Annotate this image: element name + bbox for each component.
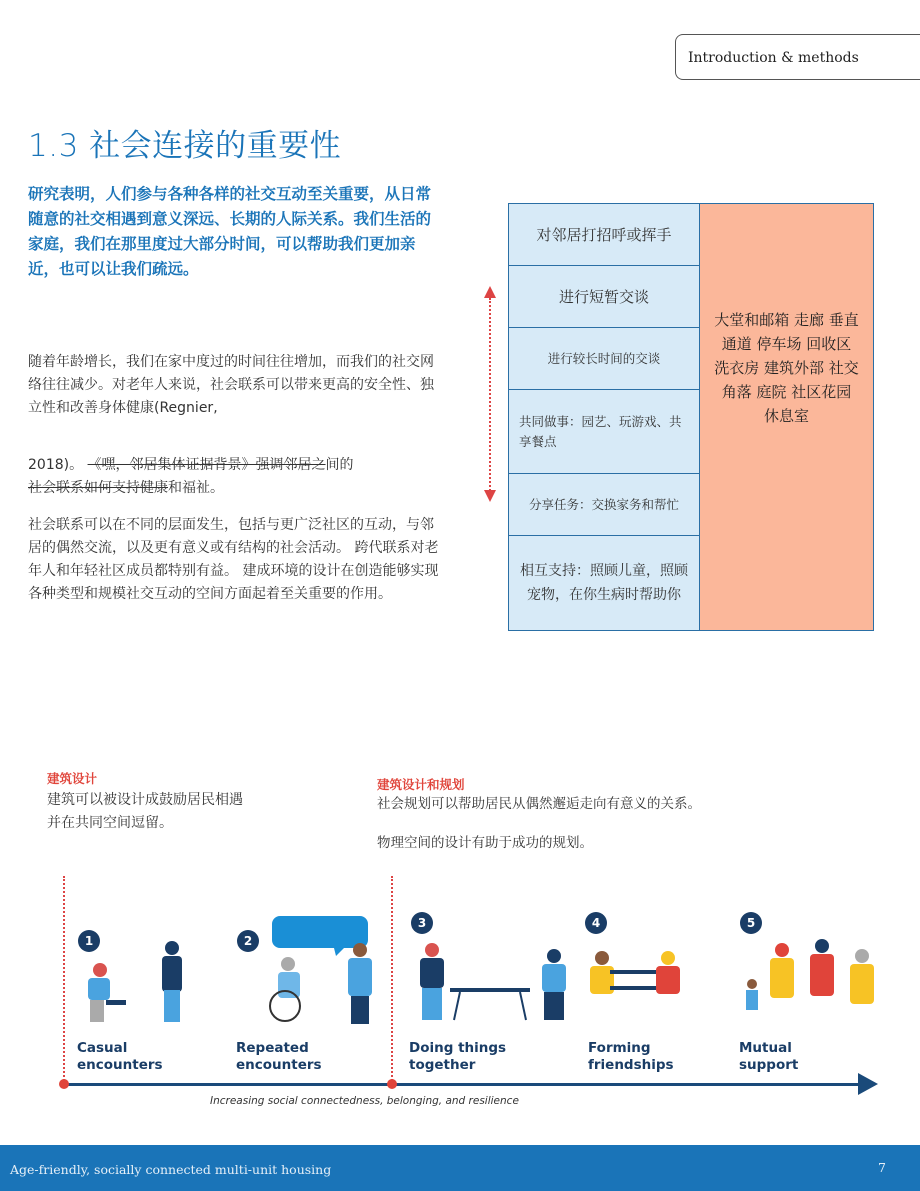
stage-number-badge: 1	[78, 930, 100, 952]
body-paragraph-1: 随着年龄增长，我们在家中度过的时间往往增加，而我们的社交网络往往减少。对老年人来说，社会联系可以带来更高的安全性、独立性和改善身体健康(Regnier,	[28, 354, 434, 416]
section-tab: Introduction & methods	[675, 34, 920, 80]
footer-title: Age-friendly, socially connected multi-unit housing	[10, 1162, 332, 1177]
family-group-icon	[746, 939, 874, 1010]
design-text-right-1: 社会规划可以帮助居民从偶然邂逅走向有意义的关系。	[377, 796, 701, 812]
ladder-rung: 进行短暂交谈	[508, 265, 700, 327]
stage-label: Repeated encounters	[236, 1040, 322, 1073]
person-ping-pong-icon	[420, 943, 444, 1020]
stage-label: Forming friendships	[588, 1040, 674, 1073]
arrow-right-icon	[858, 1073, 878, 1095]
timeline-marker	[387, 1079, 397, 1089]
timeline-caption: Increasing social connectedness, belonging, and resilience	[210, 1095, 519, 1107]
body-paragraph-2	[28, 454, 440, 500]
stage-number-badge: 5	[740, 912, 762, 934]
timeline-axis	[62, 1083, 862, 1086]
dotted-scale-line	[489, 298, 491, 494]
body-text: 和福祉。	[168, 480, 224, 496]
ladder-rung: 分享任务：交换家务和帮忙	[508, 473, 700, 535]
citation-year: 2018)。	[28, 457, 84, 473]
stage-number-badge: 4	[585, 912, 607, 934]
ladder-rung: 共同做事：园艺、玩游戏、共享餐点	[508, 389, 700, 473]
arrow-up-icon	[484, 286, 496, 298]
person-wheelchair-icon	[270, 957, 300, 1021]
ladder-rung: 相互支持：照顾儿童，照顾宠物，在你生病时帮助你	[508, 535, 700, 631]
lead-paragraph: 研究表明，人们参与各种各样的社交互动至关重要，从日常随意的社交相遇到意义深远、长期的人际关系。我们生活的家庭，我们在那里度过大部分时间，可以帮助我们更加亲近，也可以让我们疏远。	[28, 185, 432, 278]
stage-number-badge: 2	[237, 930, 259, 952]
stage-label: Casual encounters	[77, 1040, 163, 1073]
design-heading-right: 建筑设计和规划	[377, 777, 465, 792]
stage-label: Doing things together	[409, 1040, 507, 1073]
page-footer	[0, 1145, 920, 1191]
stage-number-badge: 3	[411, 912, 433, 934]
design-text-right-2: 物理空间的设计有助于成功的规划。	[377, 835, 593, 851]
places-list: 大堂和邮箱 走廊 垂直通道 停车场 回收区 洗衣房 建筑外部 社交角落 庭院 社区花园 休息室	[699, 203, 874, 631]
ladder-rung: 对邻居打招呼或挥手	[508, 203, 700, 265]
people-illustration	[70, 900, 890, 1030]
timeline-marker	[59, 1079, 69, 1089]
section-title: 1.3 社会连接的重要性	[28, 128, 342, 164]
dotted-divider	[63, 876, 65, 1081]
person-standing-icon	[348, 943, 372, 1024]
design-text-left: 建筑可以被设计成鼓励居民相遇并在共同空间逗留。	[47, 792, 243, 831]
ladder-rung: 进行较长时间的交谈	[508, 327, 700, 389]
ping-pong-table-icon	[450, 988, 530, 1020]
struck-text: 社会联系如何支持健康	[28, 480, 168, 496]
body-paragraph-3: 社会联系可以在不同的层面发生，包括与更广泛社区的互动，与邻居的偶然交流，以及更有意义或有结构的社会活动。 跨代联系对老年人和年轻社区成员都特别有益。 建成环境的设计在创造能够实现各种类型和规模社交互动的空间方面起着至关重要的作用。	[28, 517, 439, 602]
interaction-ladder	[508, 203, 700, 631]
person-phone-icon	[162, 941, 182, 1022]
people-bench-icon	[590, 951, 680, 994]
stage-label: Mutual support	[739, 1040, 799, 1073]
body-text: 间的	[325, 457, 354, 473]
page-number: 7	[878, 1160, 886, 1175]
arrow-down-icon	[484, 490, 496, 502]
person-ping-pong-icon	[542, 949, 566, 1020]
design-heading-left: 建筑设计	[47, 771, 98, 786]
struck-text: 《嘿，邻居集体证据背景》强调邻居之	[87, 457, 326, 473]
person-sitting-icon	[88, 963, 126, 1022]
